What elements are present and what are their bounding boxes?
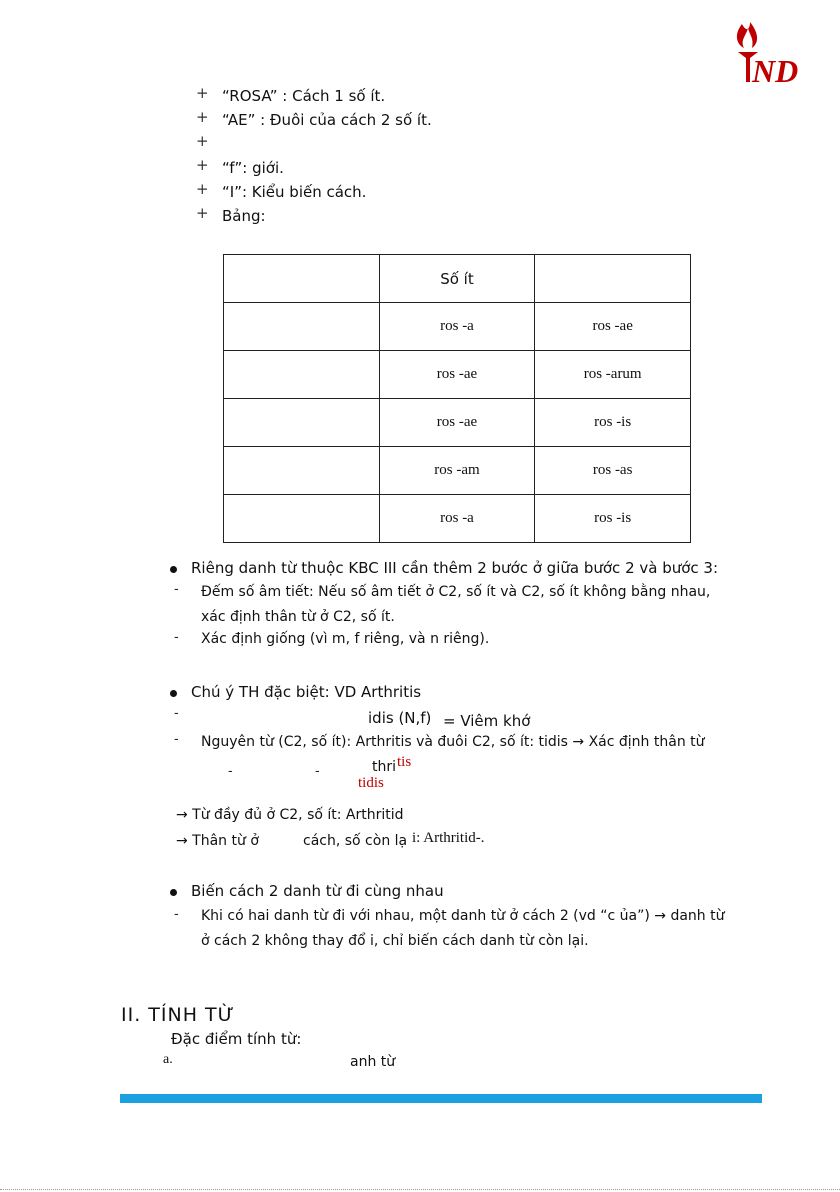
table-cell: ros -ae <box>535 303 691 351</box>
plus-marker: + <box>196 84 209 102</box>
table-row <box>224 303 691 351</box>
section3-dash-line2: ở cách 2 không thay đổ i, chỉ biến cách danh từ còn lại. <box>201 933 589 949</box>
table-cell: ros -as <box>535 447 691 495</box>
adj-a-label: a. <box>163 1052 173 1067</box>
section1-dash2: Xác định giống (vì m, f riêng, và n riêng). <box>201 631 490 647</box>
section2-tidis-red: tidis <box>358 775 384 791</box>
dash-marker: - <box>174 732 179 747</box>
table-cell <box>224 447 380 495</box>
adj-subheading: Đặc điểm tính từ: <box>171 1030 302 1048</box>
bullet-dot-icon <box>170 690 177 697</box>
table-cell: ros -a <box>379 495 535 543</box>
dash-marker: - <box>315 764 320 779</box>
section2-arrow2-c: i: Arthritid-. <box>412 830 485 846</box>
plus-marker: + <box>196 108 209 126</box>
table-cell <box>224 351 380 399</box>
section1-dash1-line2: xác định thân từ ở C2, số ít. <box>201 609 395 625</box>
table-cell: ros -ae <box>379 399 535 447</box>
plus-marker: + <box>196 204 209 222</box>
plus-item: “AE” : Đuôi của cách 2 số ít. <box>222 111 432 129</box>
table-row <box>224 351 691 399</box>
section2-arrow2-b: cách, số còn lạ <box>303 833 408 849</box>
bullet-dot-icon <box>170 566 177 573</box>
torch-logo-icon <box>728 18 808 88</box>
section2-arrow1: → Từ đầy đủ ở C2, số ít: Arthritid <box>176 807 404 823</box>
adj-a-text: anh từ <box>350 1054 396 1070</box>
declension-table <box>223 254 691 543</box>
section3-bullet: Biến cách 2 danh từ đi cùng nhau <box>191 882 444 900</box>
table-header-cell <box>224 255 380 303</box>
section2-thri: thri <box>372 759 397 775</box>
section2-bullet: Chú ý TH đặc biệt: VD Arthritis <box>191 683 422 701</box>
plus-item: “I”: Kiểu biến cách. <box>222 183 367 201</box>
table-header-cell <box>535 255 691 303</box>
table-header-cell: Số ít <box>379 255 535 303</box>
dash-marker: - <box>228 764 233 779</box>
dash-marker: - <box>174 630 179 645</box>
section2-tis-red: tis <box>397 754 412 770</box>
table-cell: ros -is <box>535 495 691 543</box>
table-row <box>224 399 691 447</box>
table-header-row <box>224 255 691 303</box>
footer-bar <box>120 1094 762 1103</box>
plus-item: “ROSA” : Cách 1 số ít. <box>222 87 386 105</box>
section3-dash-line1: Khi có hai danh từ đi với nhau, một danh từ ở cách 2 (vd “c ủa”) → danh từ <box>201 908 725 924</box>
section2-dash1-b: = Viêm khớ <box>443 712 531 730</box>
plus-marker: + <box>196 132 209 150</box>
plus-item: Bảng: <box>222 207 266 225</box>
table-cell <box>224 303 380 351</box>
table-cell: ros -am <box>379 447 535 495</box>
heading-tinh-tu: II. TÍNH TỪ <box>121 1004 235 1026</box>
dash-marker: - <box>174 706 179 721</box>
dash-marker: - <box>174 582 179 597</box>
section1-dash1-line1: Đếm số âm tiết: Nếu số âm tiết ở C2, số ít và C2, số ít không bằng nhau, <box>201 584 711 600</box>
logo-text: ND <box>752 53 799 88</box>
table-cell: ros -ae <box>379 351 535 399</box>
bullet-dot-icon <box>170 889 177 896</box>
table-row <box>224 447 691 495</box>
table-cell: ros -is <box>535 399 691 447</box>
dash-marker: - <box>174 907 179 922</box>
table-cell <box>224 399 380 447</box>
plus-marker: + <box>196 180 209 198</box>
plus-marker: + <box>196 156 209 174</box>
table-row <box>224 495 691 543</box>
table-cell: ros -arum <box>535 351 691 399</box>
section2-arrow2-a: → Thân từ ở <box>176 833 259 849</box>
page-edge-divider <box>0 1189 840 1190</box>
table-cell: ros -a <box>379 303 535 351</box>
section2-dash2: Nguyên từ (C2, số ít): Arthritis và đuôi C2, số ít: tidis → Xác định thân từ <box>201 734 705 750</box>
plus-item: “f”: giới. <box>222 159 284 177</box>
table-cell <box>224 495 380 543</box>
section1-bullet: Riêng danh từ thuộc KBC III cần thêm 2 bước ở giữa bước 2 và bước 3: <box>191 559 719 577</box>
section2-dash1-a: idis (N,f) <box>368 709 432 727</box>
